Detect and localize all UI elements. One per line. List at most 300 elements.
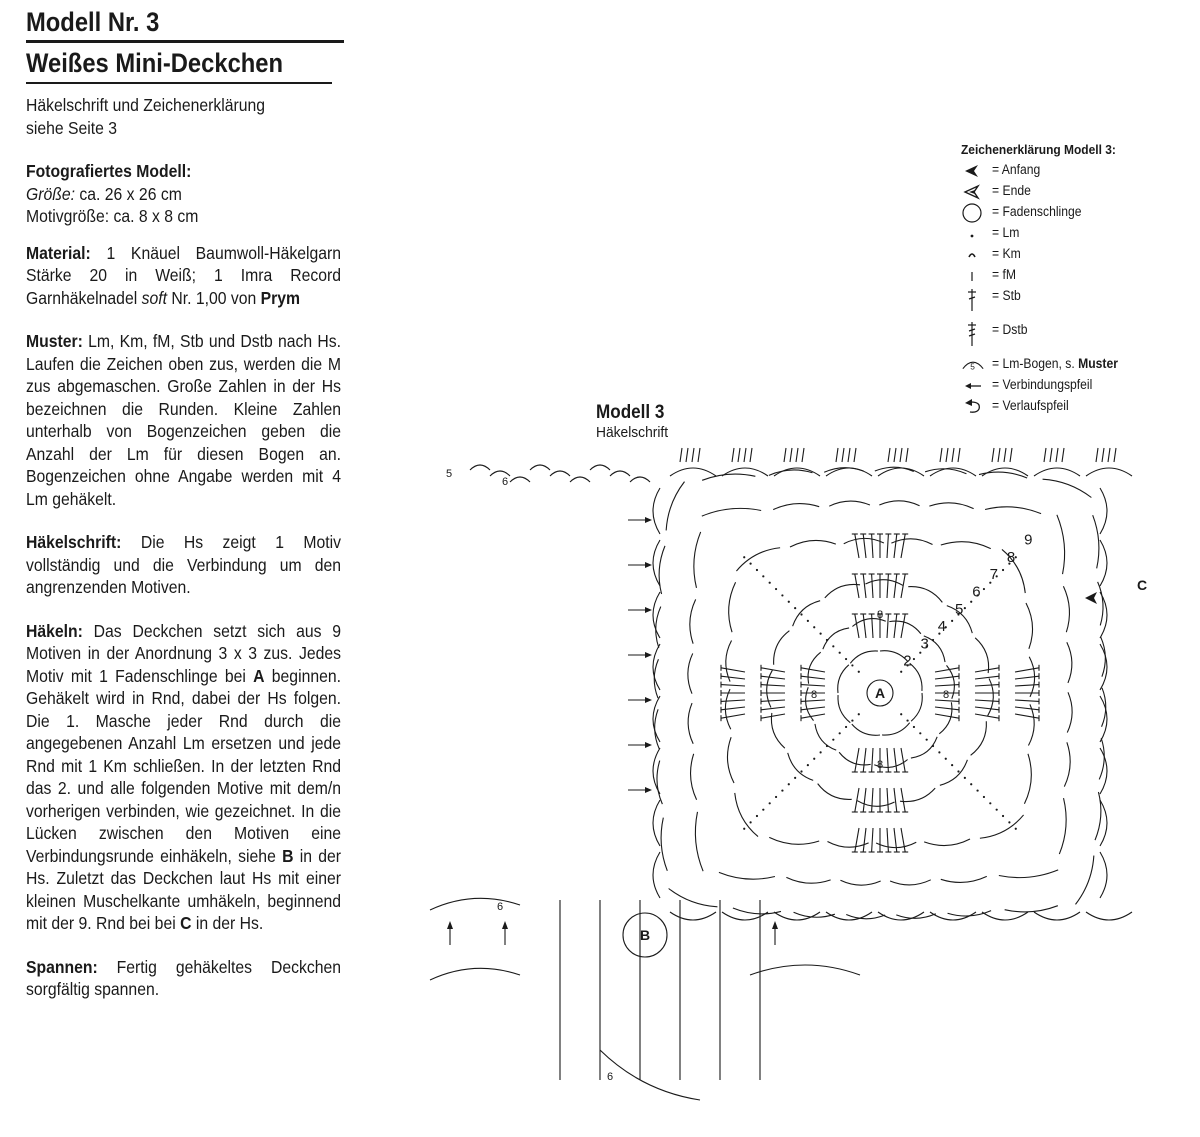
chain-arc: [788, 753, 813, 781]
chain-stitch-dot: [1008, 821, 1010, 823]
double-crochet-stitch: [901, 788, 905, 812]
edge-scallop: [630, 477, 650, 482]
double-crochet-stitch: [863, 574, 866, 598]
edge-scallop: [470, 465, 490, 470]
double-crochet-stitch: [721, 707, 745, 710]
chain-arc: [793, 601, 821, 626]
arc-count: 8: [876, 609, 884, 621]
chain-arc: [911, 737, 937, 758]
chain-stitch-dot: [858, 713, 860, 715]
shell-stitch: [750, 448, 752, 462]
chain-stitch-dot: [800, 770, 802, 772]
double-crochet-stitch: [761, 707, 785, 710]
edge-scallop: [1034, 912, 1080, 920]
shell-stitch: [900, 448, 902, 462]
shell-stitch: [744, 448, 746, 462]
connection-arrowhead: [645, 787, 652, 793]
chain-arc: [735, 793, 758, 837]
shell-stitch: [854, 448, 856, 462]
chain-stitch-dot: [820, 633, 822, 635]
double-crochet-stitch: [855, 534, 859, 558]
edge-scallop: [510, 477, 530, 482]
chain-stitch-dot: [983, 796, 985, 798]
edge-scallop: [653, 592, 660, 638]
double-crochet-stitch: [975, 700, 999, 701]
double-crochet-stitch: [975, 714, 999, 718]
shell-stitch: [680, 448, 682, 462]
legend-label: = Lm: [992, 225, 1020, 240]
edge-scallop: [550, 471, 570, 476]
edge-scallop: [430, 968, 520, 980]
chain-stitch-dot: [749, 562, 751, 564]
chain-stitch-dot: [769, 582, 771, 584]
chain-arc: [1028, 704, 1034, 745]
chain-stitch-dot: [800, 613, 802, 615]
arc-count: 6: [501, 476, 509, 488]
haekelschrift-text: Die Hs zeigt 1 Motiv vollständig und die Verbindung um den angrenzenden Motiven.: [26, 532, 341, 597]
double-crochet-stitch: [761, 676, 785, 679]
double-crochet-stitch: [855, 574, 859, 598]
chain-stitch-dot: [996, 809, 998, 811]
svg-text:5: 5: [970, 361, 975, 372]
chain-stitch-dot: [769, 802, 771, 804]
chain-arc: [769, 837, 819, 844]
chain-arc: [688, 703, 693, 744]
chain-arc: [1043, 479, 1092, 497]
legend-label: = Stb: [992, 288, 1021, 303]
shell-stitch: [848, 448, 850, 462]
shell-stitch: [1004, 448, 1006, 462]
double-crochet-stitch: [894, 828, 897, 852]
double-crochet-stitch: [935, 676, 959, 679]
shell-stitch: [946, 448, 948, 462]
chain-stitch-dot: [743, 828, 745, 830]
double-crochet-stitch: [761, 685, 785, 686]
chain-arc: [865, 580, 902, 586]
chain-arc: [1064, 742, 1070, 786]
chain-stitch-dot: [781, 789, 783, 791]
chain-stitch-dot: [839, 652, 841, 654]
chain-arc: [890, 880, 931, 885]
chain-stitch-dot: [756, 815, 758, 817]
chain-arc: [879, 501, 919, 506]
edge-scallop: [1100, 748, 1107, 794]
double-crochet-stitch: [1015, 714, 1039, 718]
chain-arc: [1067, 642, 1072, 683]
chain-arc: [939, 702, 952, 734]
haekeln-text-2: beginnen. Gehäkelt wird in Rnd, dabei der Hs folgen. Die 1. Masche jeder Rnd durch die angegebenen Anzahl Lm ersetzen und jede Rnd mit 1 Km schließen. In der letzten Rnd das 2. und alle folgenden Motive mit dem/n vorherigen verbinden, wie gezeichnet. In die Lücken zwischen den Motiven eine Verbindungsrunde einhäkeln, siehe: [26, 665, 341, 866]
material-label: Material:: [26, 242, 91, 263]
chain-arc: [767, 670, 773, 707]
double-crochet-stitch: [801, 676, 825, 679]
haekeln-text-1: Das Deckchen setzt sich aus 9 Motiven in der Anordnung 3 x 3 zus. Jedes Motiv mit 1 Fadenschlinge bei: [26, 620, 341, 686]
chain-arc: [719, 872, 775, 879]
edge-scallop: [1100, 540, 1107, 586]
double-crochet-stitch: [721, 668, 745, 672]
chain-arc: [980, 815, 1024, 838]
double-crochet-stitch: [1015, 685, 1039, 686]
shell-stitch: [698, 448, 700, 462]
junction-label-b: B: [639, 927, 651, 943]
chain-arc: [818, 784, 852, 800]
chart-subtitle: Häkelschrift: [596, 424, 669, 441]
double-crochet-stitch: [935, 714, 959, 718]
double-crochet-stitch: [721, 700, 745, 701]
chain-arc: [808, 652, 821, 684]
edge-scallop: [653, 488, 660, 534]
shell-stitch: [1010, 448, 1012, 462]
chain-arc: [794, 912, 835, 917]
haekelschrift-label: Häkelschrift:: [26, 532, 122, 552]
haekeln-a: A: [253, 665, 265, 686]
double-crochet-stitch: [801, 668, 825, 672]
connection-arrowhead: [645, 607, 652, 613]
chain-stitch-dot: [743, 556, 745, 558]
muster-text: Lm, Km, fM, Stb und Dstb nach Hs. Laufen die Zeichen oben zus, werden die M zus abgemaschen. Große Zahlen in der Hs bezeichnen die Runden. Kleine Zahlen unterhalb von Bogenzeichen geben die Anzahl der Lm für diesen Bogen an. Bogenzeichen ohne Angabe werden mit 4 Lm gehäkelt.: [26, 331, 341, 509]
chain-arc: [988, 678, 994, 715]
edge-scallop: [878, 468, 924, 476]
chain-stitch-dot: [749, 821, 751, 823]
chain-arc: [1059, 798, 1066, 854]
legend-arc-bold: Muster: [1078, 356, 1118, 371]
legend-label: = Ende: [992, 183, 1031, 198]
start-label-c: C: [1136, 577, 1148, 593]
chain-arc: [815, 724, 836, 750]
spannen-label: Spannen:: [26, 956, 98, 977]
chain-stitch-dot: [970, 601, 972, 603]
double-crochet-stitch: [887, 614, 888, 638]
chain-arc: [695, 812, 703, 871]
chain-arc: [771, 713, 784, 748]
chain-arc: [733, 908, 781, 914]
chain-stitch-dot: [957, 770, 959, 772]
connection-arrowhead: [645, 652, 652, 658]
edge-scallop: [750, 965, 860, 975]
edge-scallop: [653, 748, 660, 794]
haekeln-text-3: in der Hs. Zuletzt das Deckchen laut Hs mit einer kleinen Muschelkante umhäkeln, beginnend mit der 9. Rnd bei bei: [26, 845, 342, 933]
double-crochet-stitch: [855, 614, 859, 638]
double-crochet-stitch: [761, 714, 785, 718]
chain-arc: [1095, 792, 1101, 840]
chain-arc: [910, 663, 922, 691]
photo-model-heading: Fotografiertes Modell:: [26, 161, 192, 181]
double-crochet-stitch: [801, 714, 825, 718]
chain-arc: [852, 724, 880, 735]
double-crochet-stitch: [872, 828, 873, 852]
chain-stitch-dot: [794, 607, 796, 609]
chain-arc: [1063, 586, 1069, 632]
chain-arc: [857, 801, 894, 807]
shell-stitch: [738, 448, 740, 462]
chain-stitch-dot: [913, 658, 915, 660]
chain-arc: [840, 880, 880, 885]
shell-stitch: [952, 448, 954, 462]
double-crochet-stitch: [975, 676, 999, 679]
edge-scallop: [774, 468, 820, 476]
edge-scallop: [1034, 468, 1080, 476]
chain-arc: [656, 607, 661, 648]
connection-arrowhead: [645, 742, 652, 748]
chain-arc: [971, 721, 987, 755]
double-crochet-stitch: [863, 614, 866, 638]
muster-label: Muster:: [26, 331, 83, 351]
chain-arc: [1005, 906, 1058, 912]
chain-stitch-dot: [807, 620, 809, 622]
chain-stitch-dot: [964, 777, 966, 779]
connection-arrowhead: [645, 697, 652, 703]
chain-stitch-dot: [826, 745, 828, 747]
chain-stitch-dot: [832, 645, 834, 647]
chain-stitch-dot: [919, 732, 921, 734]
chain-stitch-dot: [913, 726, 915, 728]
shell-stitch: [992, 448, 994, 462]
double-crochet-stitch: [887, 574, 888, 598]
material-brand: Prym: [260, 287, 301, 308]
double-crochet-stitch: [863, 534, 866, 558]
chain-stitch-dot: [826, 639, 828, 641]
edge-scallop: [590, 465, 610, 470]
chain-stitch-dot: [781, 594, 783, 596]
double-crochet-stitch: [872, 574, 873, 598]
shell-stitch: [802, 448, 804, 462]
shell-stitch: [888, 448, 890, 462]
chain-arc: [694, 532, 701, 588]
shell-stitch: [686, 448, 688, 462]
haekeln-b: B: [282, 845, 294, 866]
chain-arc: [1057, 515, 1065, 574]
double-crochet-stitch: [801, 707, 825, 710]
chain-stitch-dot: [970, 783, 972, 785]
edge-scallop: [670, 912, 716, 920]
chain-arc: [839, 752, 871, 765]
double-crochet-stitch: [894, 748, 897, 772]
chain-arc: [729, 582, 736, 632]
arc-count: 6: [606, 1071, 614, 1083]
chain-arc: [827, 841, 868, 847]
chain-stitch-dot: [845, 726, 847, 728]
material-soft: soft: [141, 287, 167, 308]
legend-label: = Dstb: [992, 322, 1028, 337]
arc-count: 8: [942, 689, 950, 701]
chain-arc: [823, 628, 849, 649]
chain-stitch-dot: [762, 809, 764, 811]
double-crochet-stitch: [975, 707, 999, 710]
shell-stitch: [894, 448, 896, 462]
chain-stitch-dot: [858, 671, 860, 673]
double-crochet-stitch: [935, 668, 959, 672]
edge-scallop: [653, 800, 660, 846]
chain-arc: [1075, 856, 1093, 905]
chain-arc: [891, 539, 932, 545]
legend-label: = Verbindungspfeil: [992, 377, 1093, 392]
chain-stitch-dot: [839, 732, 841, 734]
round-number: 4: [937, 618, 947, 636]
chain-stitch-dot: [900, 671, 902, 673]
chain-stitch-dot: [951, 764, 953, 766]
legend-title: Zeichenerklärung Modell 3:: [961, 142, 1116, 157]
edge-scallop: [653, 696, 660, 742]
chain-stitch-dot: [932, 639, 934, 641]
edge-scallop: [670, 468, 716, 476]
chain-arc: [773, 504, 819, 510]
shell-stitch: [1050, 448, 1052, 462]
round-number: 8: [1006, 548, 1016, 566]
double-crochet-stitch: [901, 614, 905, 638]
shell-stitch: [836, 448, 838, 462]
arc-count: 5: [445, 468, 453, 480]
double-crochet-stitch: [887, 534, 888, 558]
shell-stitch: [1096, 448, 1098, 462]
double-crochet-stitch: [901, 748, 905, 772]
double-crochet-stitch: [935, 685, 959, 686]
chain-stitch-dot: [989, 802, 991, 804]
chart-title: Modell 3: [596, 402, 665, 423]
chain-stitch-dot: [851, 664, 853, 666]
shell-stitch: [842, 448, 844, 462]
chain-arc: [838, 695, 850, 723]
chain-arc: [666, 482, 684, 531]
chain-arc: [659, 546, 665, 594]
connection-arrowhead: [645, 517, 652, 523]
shell-stitch: [1044, 448, 1046, 462]
chain-arc: [900, 788, 935, 801]
chain-stitch-dot: [976, 789, 978, 791]
double-crochet-stitch: [975, 685, 999, 686]
chain-arc: [829, 501, 870, 506]
chain-stitch-dot: [794, 777, 796, 779]
double-crochet-stitch: [863, 788, 866, 812]
chain-arc: [889, 621, 921, 634]
edge-scallop: [530, 465, 550, 470]
arc-count: 8: [810, 689, 818, 701]
chain-arc: [1067, 692, 1072, 732]
shell-stitch: [906, 448, 908, 462]
direction-arrowhead: [502, 921, 508, 929]
chain-arc: [774, 631, 790, 665]
chain-arc: [882, 723, 910, 735]
double-crochet-stitch: [894, 614, 897, 638]
chain-arc: [940, 760, 968, 785]
chain-arc: [1093, 515, 1099, 568]
edge-scallop: [600, 1050, 700, 1100]
shell-stitch: [732, 448, 734, 462]
round-number: 5: [955, 600, 964, 618]
chain-stitch-dot: [938, 751, 940, 753]
chain-stitch-dot: [906, 719, 908, 721]
chain-arc: [726, 640, 732, 681]
double-crochet-stitch: [887, 828, 888, 852]
chain-arc: [688, 653, 693, 693]
chain-stitch-dot: [964, 607, 966, 609]
shell-stitch: [1114, 448, 1116, 462]
chain-stitch-dot: [1015, 828, 1017, 830]
material-text: 1 Knäuel Baumwoll-Häkelgarn Stärke 20 in Weiß; 1 Imra Record Garnhäkelnadel: [26, 242, 341, 308]
shell-stitch: [958, 448, 960, 462]
arc-count: 8: [876, 759, 884, 771]
page-title: Modell Nr. 3: [26, 7, 160, 37]
chain-stitch-dot: [756, 569, 758, 571]
size-value: ca. 26 x 26 cm: [75, 183, 182, 204]
chain-arc: [655, 709, 660, 749]
chain-stitch-dot: [926, 739, 928, 741]
double-crochet-stitch: [721, 676, 745, 679]
chain-arc: [925, 469, 966, 474]
double-crochet-stitch: [872, 614, 873, 638]
chain-arc: [941, 876, 987, 882]
chain-arc: [941, 542, 991, 549]
double-crochet-stitch: [1015, 676, 1039, 679]
double-crochet-stitch: [887, 788, 888, 812]
chain-arc: [691, 754, 697, 800]
shell-stitch: [784, 448, 786, 462]
shell-stitch: [1062, 448, 1064, 462]
chain-arc: [702, 474, 755, 480]
legend-arc-text: = Lm-Bogen, s.: [992, 356, 1079, 371]
round-number: 7: [989, 566, 998, 584]
chain-arc: [669, 888, 718, 906]
haekeln-c: C: [180, 913, 192, 933]
double-crochet-stitch: [801, 685, 825, 686]
double-crochet-stitch: [761, 700, 785, 701]
double-crochet-stitch: [901, 828, 905, 852]
chain-stitch-dot: [775, 588, 777, 590]
double-crochet-stitch: [761, 668, 785, 672]
double-crochet-stitch: [863, 828, 866, 852]
chain-stitch-dot: [775, 796, 777, 798]
double-crochet-stitch: [863, 748, 866, 772]
double-crochet-stitch: [721, 714, 745, 718]
double-crochet-stitch: [1015, 707, 1039, 710]
chain-stitch-dot: [1002, 569, 1004, 571]
chain-arc: [690, 599, 696, 643]
chain-stitch-dot: [813, 626, 815, 628]
shell-stitch: [940, 448, 942, 462]
arc-count: 6: [496, 901, 504, 913]
edge-scallop: [982, 912, 1028, 920]
legend-label: = fM: [992, 267, 1016, 282]
double-crochet-stitch: [887, 748, 888, 772]
double-crochet-stitch: [855, 788, 859, 812]
edge-scallop: [570, 477, 590, 482]
round-number: 3: [920, 635, 929, 653]
chain-stitch-dot: [845, 658, 847, 660]
chain-arc: [1099, 738, 1104, 779]
edge-scallop: [653, 852, 660, 898]
page-subtitle: Weißes Mini-Deckchen: [26, 48, 284, 78]
double-crochet-stitch: [894, 534, 897, 558]
chain-stitch-dot: [788, 601, 790, 603]
chain-arc: [786, 877, 830, 883]
chain-stitch-dot: [1002, 815, 1004, 817]
chain-arc: [924, 839, 970, 846]
double-crochet-stitch: [855, 828, 859, 852]
start-label-a: A: [874, 685, 886, 701]
double-crochet-stitch: [872, 748, 873, 772]
double-crochet-stitch: [1015, 668, 1039, 672]
chain-arc: [736, 548, 780, 571]
shell-stitch: [1056, 448, 1058, 462]
round-number: 6: [972, 583, 981, 601]
chain-arc: [908, 587, 942, 603]
chain-stitch-dot: [983, 588, 985, 590]
chain-stitch-dot: [788, 783, 790, 785]
chain-arc: [999, 870, 1058, 878]
round-number: 9: [1024, 531, 1033, 549]
double-crochet-stitch: [894, 788, 897, 812]
chain-stitch-dot: [932, 745, 934, 747]
spannen-text: Fertig gehäkeltes Deckchen sorgfältig spannen.: [26, 956, 342, 999]
double-crochet-stitch: [721, 685, 745, 686]
